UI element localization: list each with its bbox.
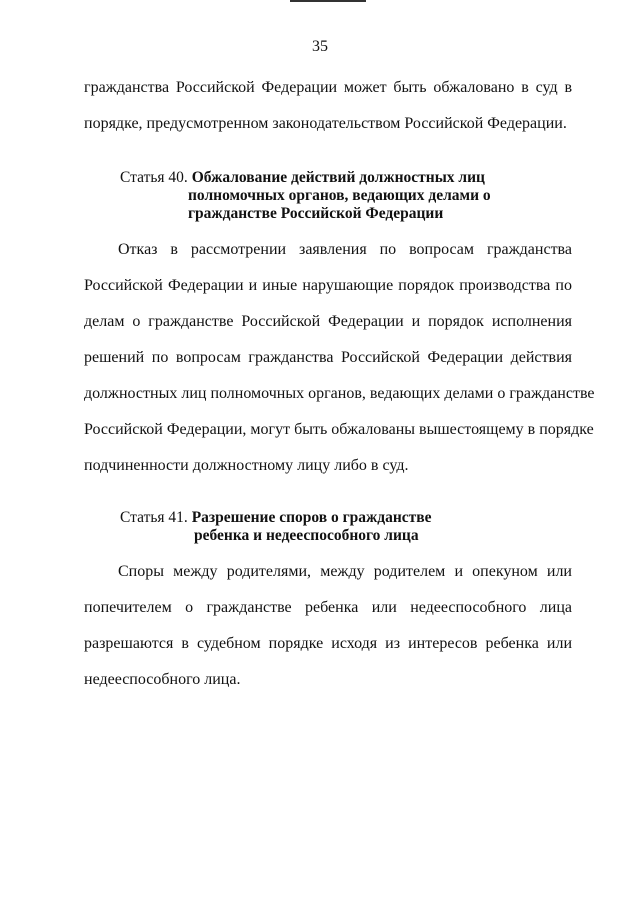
article-40-body-line-2: Российской Федерации и иные нарушающие порядок производства по [84, 277, 572, 294]
article-41-body-line-1: Споры между родителями, между родителем и опекуном или [118, 563, 572, 580]
article-41-title-line-1: Разрешение споров о гражданстве [191, 509, 432, 526]
article-40-title-line-2: полномочных органов, ведающих делами о [188, 187, 491, 204]
article-41-body-line-4: недееспособного лица. [84, 671, 241, 688]
page-number: 35 [312, 38, 328, 55]
article-40-body-line-6: Российской Федерации, могут быть обжалованы вышестоящему в порядке [84, 421, 594, 438]
intro-line-2: порядке, предусмотренном законодательством Российской Федерации. [84, 115, 567, 132]
article-41-title-line-2: ребенка и недееспособного лица [194, 527, 419, 544]
article-41-heading [120, 508, 432, 528]
top-divider [290, 0, 366, 2]
article-40-body-line-3: делам о гражданстве Российской Федерации и порядок исполнения [84, 313, 572, 330]
article-40-heading [120, 168, 485, 188]
article-40-prefix: Статья 40. [120, 169, 188, 186]
article-41-title-line-2-wrap [194, 526, 419, 546]
article-40-body-line-7: подчиненности должностному лицу либо в суд. [84, 457, 409, 474]
article-40-title-line-2-wrap [188, 186, 491, 206]
article-40-title-line-3-wrap [188, 204, 443, 224]
article-41-body-line-3: разрешаются в судебном порядке исходя из интересов ребенка или [84, 635, 572, 652]
article-41-body-line-2: попечителем о гражданстве ребенка или недееспособного лица [84, 599, 572, 616]
article-40-body-line-5: должностных лиц полномочных органов, ведающих делами о гражданстве [84, 385, 595, 402]
article-40-body-line-4: решений по вопросам гражданства Российской Федерации действия [84, 349, 572, 366]
article-40-title-line-1: Обжалование действий должностных лиц [191, 169, 485, 186]
article-40-title-line-3: гражданстве Российской Федерации [188, 205, 444, 222]
article-40-body-line-1: Отказ в рассмотрении заявления по вопросам гражданства [118, 241, 572, 258]
article-41-prefix: Статья 41. [120, 509, 188, 526]
intro-line-1: гражданства Российской Федерации может быть обжаловано в суд в [84, 79, 572, 96]
